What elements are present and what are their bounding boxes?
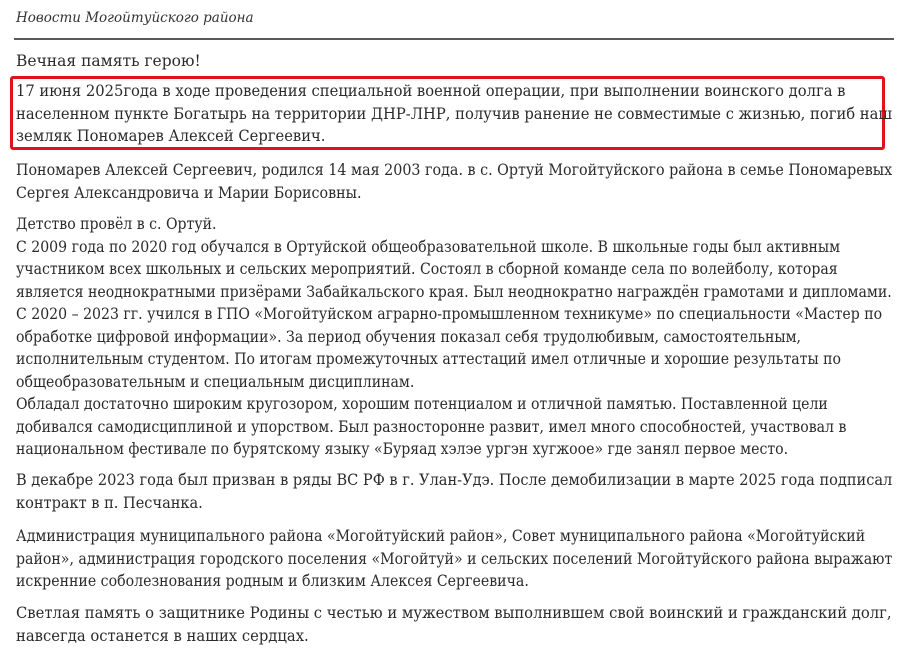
paragraph-line: В декабре 2023 года был призван в ряды ВС РФ в г. Улан-Удэ. После демобилизации в марте 2025 года подписал xyxy=(16,471,893,489)
header-divider xyxy=(14,38,894,40)
paragraph-line: добивался самодисциплиной и упорством. Был разносторонне развит, имел много способностей, участвовал в xyxy=(16,417,847,436)
paragraph-line: искренние соболезнования родным и близким Алексея Сергеевича. xyxy=(16,572,529,590)
biography-paragraph xyxy=(16,213,913,461)
paragraph-line: контракт в п. Песчанка. xyxy=(16,493,203,512)
paragraph-line: Пономарев Алексей Сергеевич, родился 14 мая 2003 года. в с. Ортуй Могойтуйского района в семье Пономаревых xyxy=(16,161,893,179)
paragraph-line: С 2020 – 2023 гг. учился в ГПО «Могойтуйском аграрно-промышленном техникуме» по специальности «Мастер по xyxy=(16,305,883,323)
lead-paragraph xyxy=(16,80,913,148)
paragraph-line: Администрация муниципального района «Могойтуйский район», Совет муниципального района «Могойтуйский xyxy=(16,527,866,545)
paragraph-line: Сергея Александровича и Марии Борисовны. xyxy=(16,183,362,202)
paragraph-line: населенном пункте Богатырь на территории ДНР-ЛНР, получив ранение не совместимые с жизнью, погиб наш xyxy=(16,104,893,123)
service-paragraph xyxy=(16,469,913,514)
paragraph-line: навсегда останется в наших сердцах. xyxy=(16,626,309,645)
article-headline: Вечная память герою! xyxy=(16,52,201,70)
paragraph-line: Детство провёл в с. Ортуй. xyxy=(16,215,217,233)
paragraph-line: район», администрация городского поселения «Могойтуй» и сельских поселений Могойтуйского района выражают xyxy=(16,549,893,568)
birth-paragraph xyxy=(16,159,913,204)
paragraph-line: общеобразовательным и специальным дисциплинам. xyxy=(16,372,415,391)
paragraph-line: С 2009 года по 2020 год обучался в Ортуйской общеобразовательной школе. В школьные годы был активным xyxy=(16,237,841,256)
paragraph-line: Обладал достаточно широким кругозором, хорошим потенциалом и отличной памятью. Поставленной цели xyxy=(16,395,828,413)
paragraph-line: земляк Пономарев Алексей Сергеевич. xyxy=(16,127,326,145)
condolences-paragraph xyxy=(16,525,913,593)
memory-paragraph xyxy=(16,602,913,647)
paragraph-line: национальном фестивале по бурятскому языку «Буряад хэлэе ургэн хугжоое» где занял первое место. xyxy=(16,440,789,458)
paragraph-line: является неоднократными призёрами Забайкальского края. Был неоднократно награждён грамотами и дипломами. xyxy=(16,282,892,301)
paragraph-line: обработке цифровой информации». За период обучения показал себя трудолюбивым, самостоятельным, xyxy=(16,327,802,346)
paragraph-line: 17 июня 2025года в ходе проведения специальной военной операции, при выполнении воинского долга в xyxy=(16,82,846,100)
news-source-title: Новости Могойтуйского района xyxy=(16,10,254,26)
paragraph-line: Светлая память о защитнике Родины с честью и мужеством выполнившем свой воинский и гражданский долг, xyxy=(16,604,892,622)
paragraph-line: участником всех школьных и сельских мероприятий. Состоял в сборной команде села по волейболу, которая xyxy=(16,260,838,278)
paragraph-line: исполнительным студентом. По итогам промежуточных аттестаций имел отличные и хорошие результаты по xyxy=(16,350,842,368)
